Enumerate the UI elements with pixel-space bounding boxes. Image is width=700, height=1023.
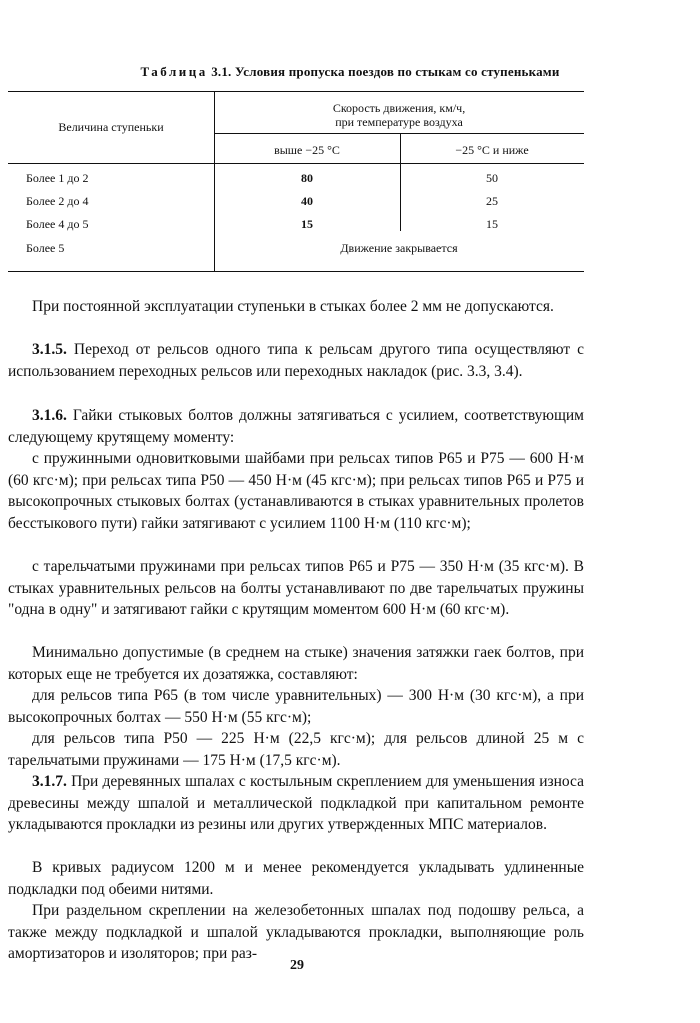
- paragraph-3-1-7: [8, 771, 584, 836]
- clause-text: При деревянных шпалах с костыльным скреплением для уменьшения износа древесины между шпалой и металлической подкладкой при капитальном ремонте укладываются прокладки из резины или других утвержденных МПС материалов.: [8, 773, 584, 834]
- paragraph-min-torque: Минимально допустимые (в среднем на стыке) значения затяжки гаек болтов, при которых еще не требуется их дозатяжка, составляют:: [8, 644, 584, 683]
- clause-number: 3.1.5.: [32, 341, 67, 358]
- row-3-above: 15: [301, 217, 313, 231]
- paragraph-3-1-5: [8, 339, 584, 382]
- table-header-rule: [8, 163, 584, 164]
- paragraph-spring-washers: с пружинными одновитковыми шайбами при рельсах типов Р65 и Р75 — 600 Н·м (60 кгс·м); при рельсах типа Р50 — 450 Н·м (45 кгс·м); при рельсах типов Р65 и Р75 и высокопрочных стыковых болтах (устанавливаются в стыках уравнительных пролетов бесстыкового пути) гайки затягивают с усилием 1100 Н·м (110 кгс·м);: [8, 450, 584, 532]
- caption-number: 3.1.: [211, 64, 232, 79]
- paragraph-curves: В кривых радиусом 1200 м и менее рекомендуется укладывать удлиненные подкладки под обеими нитями.: [8, 859, 584, 898]
- table-caption: [0, 64, 700, 80]
- row-4-step: Более 5: [26, 241, 65, 255]
- row-1-below: 50: [486, 171, 498, 185]
- row-1-above: 80: [301, 171, 313, 185]
- paragraph-disc-springs: с тарельчатыми пружинами при рельсах типов Р65 и Р75 — 350 Н·м (35 кгс·м). В стыках уравнительных рельсов на болты устанавливают по две тарельчатых пружины "одна в одну" и затягивают гайки с крутящим моментом 600 Н·м (60 кгс·м).: [8, 558, 584, 619]
- clause-number: 3.1.6.: [32, 407, 67, 424]
- header-speed-line1: Скорость движения, км/ч,: [332, 101, 466, 115]
- paragraph-steps-note: При постоянной эксплуатации ступеньки в стыках более 2 мм не допускаются.: [32, 298, 554, 315]
- header-speed-line2: при температуре воздуха: [335, 115, 463, 129]
- row-3-below: 15: [486, 217, 498, 231]
- table-top-rule: [8, 91, 584, 92]
- row-1-step: Более 1 до 2: [26, 171, 89, 185]
- caption-prefix: Таблица: [140, 64, 208, 79]
- row-2-step: Более 2 до 4: [26, 194, 89, 208]
- table-bottom-rule: [8, 271, 584, 272]
- clause-text: Переход от рельсов одного типа к рельсам другого типа осуществляют с использованием переходных рельсов или переходных накладок (рис. 3.3, 3.4).: [8, 341, 585, 380]
- header-step: Величина ступеньки: [58, 120, 164, 134]
- header-below: −25 °С и ниже: [455, 143, 529, 157]
- caption-title: Условия пропуска поездов по стыкам со ступеньками: [234, 64, 560, 79]
- paragraph-3-1-6: [8, 405, 584, 448]
- page-number: 29: [290, 958, 304, 973]
- paragraph-r65: для рельсов типа Р65 (в том числе уравнительных) — 300 Н·м (30 кгс·м), а при высокопрочных болтах — 550 Н·м (55 кгс·м);: [8, 687, 584, 726]
- header-above: выше −25 °С: [274, 143, 340, 157]
- paragraph-concrete-sleepers: При раздельном скреплении на железобетонных шпалах под подошву рельса, а также между подкладкой и шпалой укладываются прокладки, выполняющие роль амортизаторов и изоляторов; при раз-: [8, 902, 584, 963]
- row-4-merged: Движение закрывается: [340, 241, 458, 255]
- row-2-below: 25: [486, 194, 498, 208]
- table-subheader-rule: [214, 133, 584, 134]
- row-3-step: Более 4 до 5: [26, 217, 89, 231]
- paragraph-r50: для рельсов типа Р50 — 225 Н·м (22,5 кгс·м); для рельсов длиной 25 м с тарельчатыми пружинами — 175 Н·м (17,5 кгс·м).: [8, 730, 584, 769]
- row-2-above: 40: [301, 194, 313, 208]
- clause-text: Гайки стыковых болтов должны затягиваться с усилием, соответствующим следующему крутящему моменту:: [8, 407, 584, 446]
- clause-number: 3.1.7.: [32, 773, 67, 790]
